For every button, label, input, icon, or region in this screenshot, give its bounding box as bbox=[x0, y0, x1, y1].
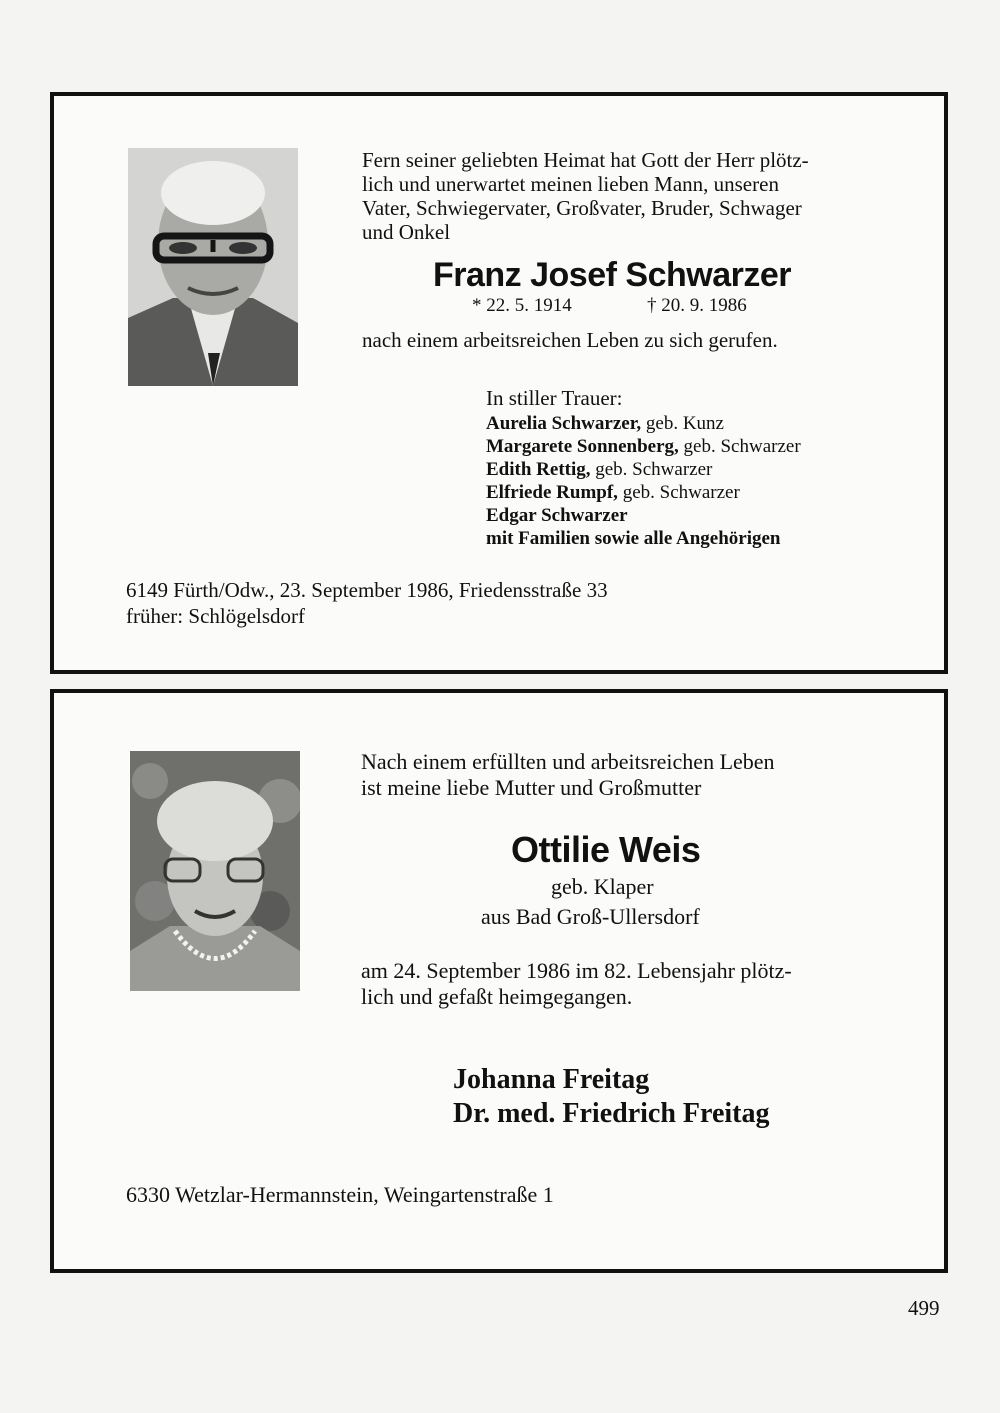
mourner-note: geb. Schwarzer bbox=[590, 459, 713, 480]
mourner-name: Edgar Schwarzer bbox=[486, 505, 628, 526]
intro-text bbox=[362, 148, 902, 244]
mourner-entry bbox=[486, 412, 801, 435]
mourner-entry bbox=[486, 481, 801, 504]
mourner-entry bbox=[486, 458, 801, 481]
mourner-name: mit Familien sowie alle Angehörigen bbox=[486, 528, 781, 549]
mourner-entry bbox=[486, 435, 801, 458]
mourner-note: geb. Schwarzer bbox=[617, 482, 740, 503]
intro-line: Nach einem erfüllten und arbeitsreichen Leben bbox=[361, 749, 775, 774]
mourner-entry bbox=[486, 504, 801, 527]
death-line: lich und gefaßt heimgegangen. bbox=[361, 984, 633, 1009]
signer-name: Johanna Freitag bbox=[453, 1064, 650, 1095]
signer-name: Dr. med. Friedrich Freitag bbox=[453, 1098, 770, 1129]
portrait-photo-elderly-man bbox=[128, 148, 298, 386]
formerly-line: früher: Schlögelsdorf bbox=[126, 604, 306, 628]
mourner-name: Aurelia Schwarzer, bbox=[486, 413, 642, 434]
obituary-notice-franz-josef-schwarzer bbox=[50, 92, 948, 674]
deceased-name: Franz Josef Schwarzer bbox=[433, 256, 791, 294]
signers-list bbox=[453, 1063, 769, 1131]
death-line: am 24. September 1986 im 82. Lebensjahr plötz- bbox=[361, 958, 792, 983]
intro-line: Vater, Schwiegervater, Großvater, Bruder, Schwager bbox=[362, 196, 802, 220]
mourning-label: In stiller Trauer: bbox=[486, 386, 623, 410]
mourner-name: Margarete Sonnenberg, bbox=[486, 436, 679, 457]
page-number: 499 bbox=[908, 1296, 940, 1320]
mourner-name: Edith Rettig, bbox=[486, 459, 591, 480]
portrait-photo-elderly-woman bbox=[130, 751, 300, 991]
maiden-name: geb. Klaper bbox=[551, 874, 654, 899]
mourner-note: geb. Kunz bbox=[641, 413, 724, 434]
intro-line: Fern seiner geliebten Heimat hat Gott der Herr plötz- bbox=[362, 148, 809, 172]
intro-line: lich und unerwartet meinen lieben Mann, unseren bbox=[362, 172, 779, 196]
obituary-notice-ottilie-weis bbox=[50, 689, 948, 1273]
death-date: † 20. 9. 1986 bbox=[647, 295, 747, 316]
mourner-entry bbox=[486, 527, 801, 550]
birth-date: * 22. 5. 1914 bbox=[472, 295, 572, 316]
death-text bbox=[361, 958, 792, 1010]
called-home-text: nach einem arbeitsreichen Leben zu sich gerufen. bbox=[362, 328, 778, 352]
intro-line: und Onkel bbox=[362, 220, 451, 244]
intro-text bbox=[361, 749, 901, 801]
mourner-note: geb. Schwarzer bbox=[678, 436, 801, 457]
origin-line: aus Bad Groß-Ullersdorf bbox=[481, 904, 700, 929]
address-line: 6149 Fürth/Odw., 23. September 1986, Friedensstraße 33 bbox=[126, 578, 608, 602]
mourners-list bbox=[486, 412, 801, 550]
deceased-name: Ottilie Weis bbox=[511, 829, 701, 870]
address-line: 6330 Wetzlar-Hermannstein, Weingartenstraße 1 bbox=[126, 1182, 554, 1207]
mourner-name: Elfriede Rumpf, bbox=[486, 482, 618, 503]
intro-line: ist meine liebe Mutter und Großmutter bbox=[361, 775, 702, 800]
